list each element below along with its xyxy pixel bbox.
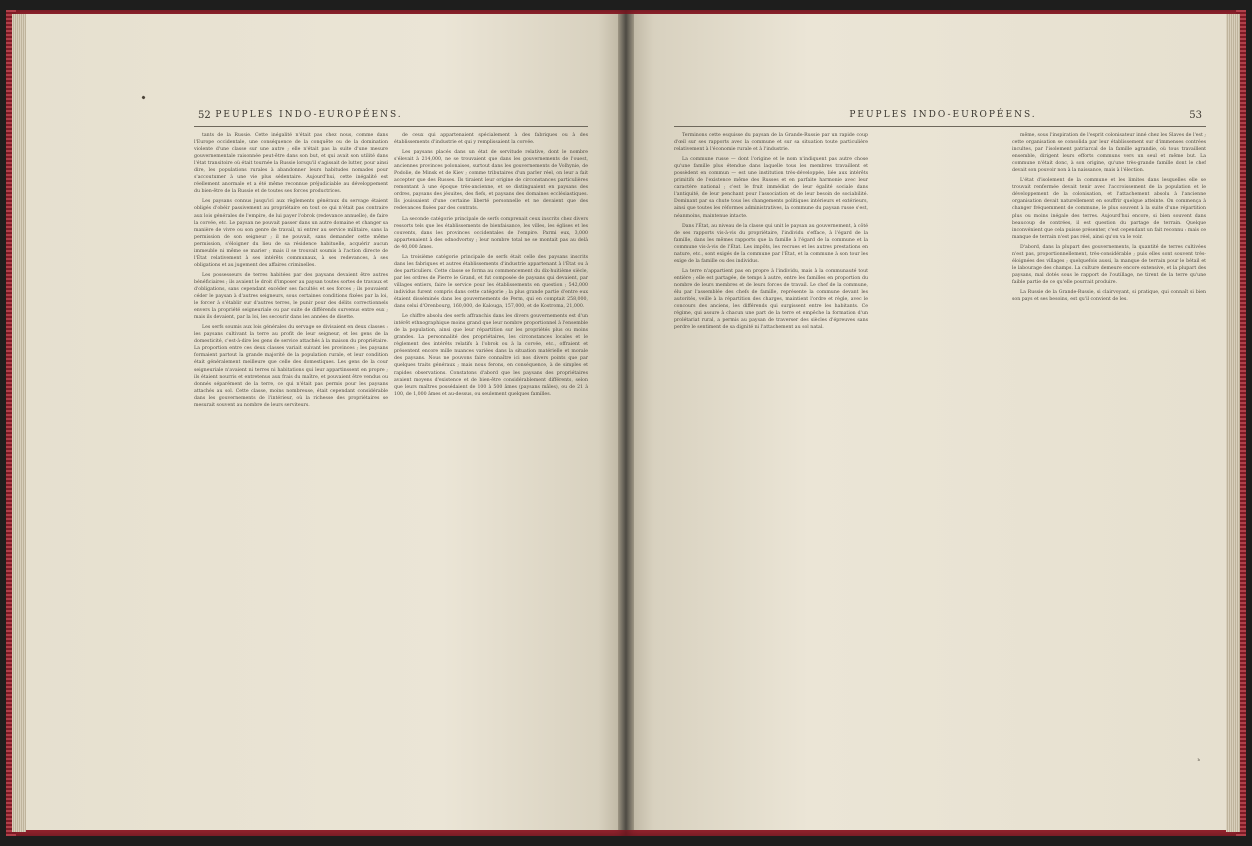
left-page [26,14,622,830]
book-gutter [618,14,634,830]
paragraph: La Russie de la Grande-Russie, si clairvoyant, si pratique, qui connaît si bien son pays et ses besoins, est qu'il convient de les. [1012,289,1206,303]
paragraph: D'abord, dans la plupart des gouvernements, la quantité de terres cultivées n'est pas, proportionnellement, très-considérable ; puis elles sont souvent très-éloignées des villages ; quelquefois aussi, la manque de terrain pour le bétail et le labourage des champs. La culture demeure encore extensive, et la plupart des paysans, mal dotés sous le rapport de l'outillage, ne tirent de la terre qu'une faible partie de ce qu'elle pourrait produire. [1012,244,1206,285]
left-page-edges [12,14,26,832]
right-running-head [630,110,1226,124]
paragraph: Le chiffre absolu des serfs affranchis dans les divers gouvernements est d'un intérêt ethnographique moins grand que leur nombre proportionnel à l'ensemble de la population, ainsi que leur répartition sur les propriétés plus ou moins grandes. La personnalité des propriétaires, les circonstances locales et le règlement des intérêts relatifs à l'obrok ou à la corvée, etc., offraient et présentent encore mille nuances variées dans la situation matérielle et morale des paysans. Nous ne pouvons faire connaître ici nos divers points que par quelques traits généraux ; mais nous ferons, en conséquence, à de simples et rapides observations. Constatons d'abord que les paysans des propriétaires avaient moyens d'existence et de bien-être considérablement différents, selon que leurs maîtres possédaient de 100 à 500 âmes (paysans mâles), ou de 21 à 100, de 1,000 âmes et au-dessus, ou seulement quelques familles. [394,314,588,397]
paragraph: de ceux qui appartenaient spécialement à des fabriques ou à des établissements d'industrie et qui y remplissaient la corvée. [394,133,588,146]
paragraph: La commune russe — dont l'origine et le nom n'indiquent pas autre chose qu'une famille plus étendue dans laquelle tous les membres travaillent et possèdent en commun — est une institution très-développée, liée aux intérêts primitifs de l'existence même des Russes et en parfaite harmonie avec leur caractère national ; c'est le fruit immédiat de leur égalité sociale dans l'antiquité, de leur penchant pour l'association et de leur besoin de sociabilité. Dominant par sa chute tous les changements politiques intérieurs et extérieurs, ainsi que toutes les réformes administratives, la commune du paysan russe s'est, néanmoins, maintenue intacte. [674,157,868,219]
right-column-2 [1012,132,1206,756]
right-text-columns [674,132,1206,756]
right-header-rule [674,126,1206,127]
ink-speck [141,95,145,99]
left-text-columns [194,132,588,756]
paragraph: La troisième catégorie principale de serfs était celle des paysans inscrits dans les fabriques et autres établissements d'industrie appartenant à l'État ou à des particuliers. Cette classe se forma au commencement du dix-huitième siècle, par les ordres de Pierre le Grand, et fut composée de paysans qui devaient, par villages entiers, faire le service pour les établissements en question ; 542,000 individus furent compris dans cette catégorie ; la plus grande partie d'entre eux étaient disséminés dans les gouvernements de Perm, qui en comptait 258,000, dans celui d'Orenbourg, 160,000, de Kalouga, 157,000, et de Kostroma, 21,000. [394,254,588,310]
left-header-rule [194,126,588,127]
paragraph: Terminons cette esquisse du paysan de la Grande-Russie par un rapide coup d'œil sur ses rapports avec la commune et sur sa situation toute particulière relativement à l'économie rurale et à l'industrie. [674,133,868,153]
left-running-head [26,110,622,124]
paragraph: La seconde catégorie principale de serfs comprenait ceux inscrits chez divers ressorts tels que les établissements de bienfaisance, les villes, les églises et les couvents, dans les provinces occidentales de l'empire. Parmi eux, 3,000 appartenaient à des odnodvortsy ; leur nombre total ne se montait pas au delà de 40,000 âmes. [394,216,588,250]
right-page-number: 53 [1189,110,1202,121]
left-column-2 [394,132,588,756]
paragraph: Les possesseurs de terres habitées par des paysans devaient être autres bénéficiaires ; ils avaient le droit d'imposer au paysan toutes sortes de travaux et d'obligations, sans cependant excéder ses facultés et ses forces ; ils pouvaient céder le paysan à d'autres seigneurs, sous certaines conditions fixées par la loi, le forcer à s'établir sur d'autres terres, le punir pour des délits correctionnels envers la propriété seigneuriale ou par suite de différends survenus entre eux ; mais ils devaient, par la loi, les secourir dans les années de disette. [194,272,388,321]
paragraph: Les paysans placés dans un état de servitude relative, dont le nombre s'élevait à 214,000, ne se trouvaient que dans les gouvernements de l'ouest, anciennes provinces polonaises, surtout dans les gouvernements de Volhynie, de Podolie, de Minsk et de Kiev ; comme tributaires d'un parler réel, on leur a fait accepter que des Russes. Ils tiraient leur origine de circonstances particulières remontant à une époque très-ancienne, et se distinguaient en paysans des ordres, paysans des jésuites, des fiefs, et paysans des domaines ecclésiastiques. Ils jouissaient d'une certaine liberté personnelle et ne devaient que des redevances fixées par des contrats. [394,150,588,212]
paragraph: La terre n'appartient pas en propre à l'individu, mais à la communauté tout entière ; elle est partagée, de temps à autre, entre les familles en proportion du nombre de leurs membres et de leurs forces de travail. Le chef de la commune, élu par l'assemblée des chefs de famille, représente la commune devant les autorités, veille à la répartition des charges, maintient l'ordre et règle, avec le concours des anciens, les différends qui surgissent entre les habitants. Ce régime, qui assure à chacun une part de la terre et empêche la formation d'un prolétariat rural, a permis au paysan de traverser des siècles d'épreuves sans perdre le sentiment de sa dignité ni l'attachement au sol natal. [674,268,868,331]
left-column-1 [194,132,388,756]
paragraph: L'état d'isolement de la commune et les limites dans lesquelles elle se trouvait renfermée devait tenir avec l'accroissement de la population et le développement de la colonisation, et l'attachement absolu à l'ancienne organisation devait naturellement en souffrir quelque atteinte. On commença à changer fréquemment de commune, le plus souvent à la suite d'une répartition plus ou moins inégale des terres. Aujourd'hui encore, si bien souvent dans beaucoup de contrées, il est question du partage de terrain. Quelque inconvénient que cela puisse présenter, c'est cependant un fait reconnu : mais ce manque de terrain n'est pas réel, ainsi qu'on va le voir. [1012,178,1206,240]
paragraph: même, sous l'inspiration de l'esprit colonisateur inné chez les Slaves de l'est ; cette organisation se consolida par leur établissement sur d'immenses contrées incultes, par l'isolement patriarcal de la famille agrandie, où tous travaillent ensemble, dirigent leurs efforts communs vers un seul et même but. La commune n'était donc, à son origine, qu'une très-grande famille dont le chef devait son pouvoir non à la naissance, mais à l'élection. [1012,133,1206,174]
right-column-1 [674,132,868,756]
right-page-edges [1226,14,1240,832]
left-running-title: PEUPLES INDO-EUROPÉENS. [215,110,403,120]
right-running-title: PEUPLES INDO-EUROPÉENS. [849,110,1037,120]
paragraph: Les paysans connus jusqu'ici aux règlements généraux du servage étaient obligés d'obéir passivement au propriétaire en tout ce qui n'était pas contraire aux lois générales de l'empire, de lui payer l'obrok (redevance annuelle), de faire la corvée, etc. Le paysan ne pouvait passer dans un autre domaine et changer sa manière de vivre ou son genre de travail, ni entrer au service militaire, sans la permission de son seigneur ; il ne pouvait, sans demander cette même permission, s'éloigner du lieu de sa résidence habituelle, acquérir aucun immeuble ni même se marier ; mais il se trouvait soumis à l'action directe de l'État relativement à ses intérêts communaux, à ses redevances, à ses obligations et au jugement des affaires criminelles. [194,199,388,268]
paragraph: tants de la Russie. Cette inégalité n'était pas chez nous, comme dans l'Europe occidentale, une conséquence de la conquête ou de la domination violente d'une classe sur une autre ; elle n'était pas la suite d'une mesure gouvernementale raisonnée peut-être dans son but, et qui avait son utilité dans l'état transitoire où était tournée la Russie lorsqu'il s'agissait de lutter, pour ainsi dire, les populations rurales à abandonner leurs habitudes nomades pour s'accoutumer à une vie plus sédentaire. Aujourd'hui, cette inégalité est réellement anormale et a été même reconnue préjudiciable au développement du bien-être de la Russie et de toutes ses forces productrices. [194,133,388,195]
left-page-number: 52 [198,110,211,121]
right-page [630,14,1226,830]
paragraph: Les serfs soumis aux lois générales du servage se divisaient en deux classes : les paysans cultivant la terre au profit de leur seigneur, et les gens de la domesticité, c'est-à-dire les gens de service attachés à la maison du propriétaire. La proportion entre ces deux classes variait suivant les provinces ; les paysans formaient partout la grande majorité de la population rurale, et leur condition était généralement meilleure que celle des domestiques. Les gens de la cour seigneuriale n'avaient ni terres ni habitations qui leur appartinssent en propre ; ils étaient nourris et entretenus aux frais du maître, et pouvaient être vendus ou donnés séparément de la terre, ce qui n'était pas permis pour les paysans attachés au sol. Cette classe, moins nombreuse, était cependant considérable dans les gouvernements de l'intérieur, où la richesse des propriétaires se mesurait souvent au nombre de leurs serviteurs. [194,325,388,408]
signature-mark: b [1197,757,1200,762]
paragraph: Dans l'État, au niveau de la classe qui unit le paysan au gouvernement, à côté de ses rapports vis-à-vis du propriétaire, l'individu s'efface, à l'égard de la famille, dans les mêmes rapports que la famille à l'égard de la commune et la commune vis-à-vis de l'État. Les impôts, les recrues et les autres prestations en nature, etc., sont exigés de la commune par l'État, et la commune à son tour les exige de la famille ou des individus. [674,223,868,264]
